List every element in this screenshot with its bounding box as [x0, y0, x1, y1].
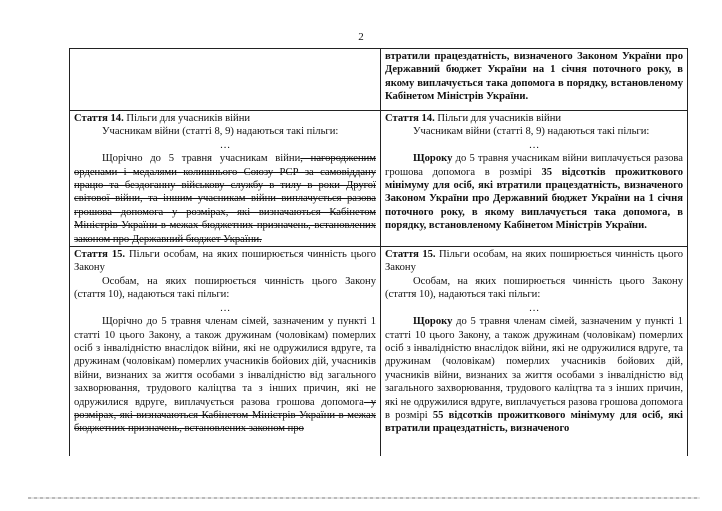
art14-right-title: Стаття 14. Пільги для учасників війни [385, 113, 562, 124]
added-text: 55 відсотків прожиткового мінімуму для осіб, які втратили працездатність, визначеного [385, 409, 683, 435]
art15-current-cell [70, 247, 381, 457]
art14-left-title: Стаття 14. Пільги для учасників війни [74, 113, 251, 124]
art15-left-title: Стаття 15. Пільги особам, на яких поширюється чинність цього Закону [74, 249, 376, 274]
added-text: 35 відсотків прожиткового мінімуму для осіб, які втратили працездатність, визначеного Законом України про Державний бюджет України на 1 січня поточного року, в якому виплачується така допомога, в порядку, встановленому Кабінетом Міністрів України. [385, 166, 683, 232]
page-number: 2 [358, 31, 364, 43]
art15-left-paragraph: Щорічно до 5 травня членам сімей, зазначеним у пункті 1 статті 10 цього Закону, а також дружинам (чоловікам) померлих осіб з інвалідністю внаслідок війни, які не одружилися вдруге, та дружинам (чоловікам) померлих учасників бойових дій, учасників війни, визнаних за життя особами з інвалідністю від загального захворювання, трудового каліцтва та з інших причин, які не одружилися вдруге, виплачується разова грошова допомога у розмірах, які визначаються Кабінетом Міністрів України в межах бюджетних призначень, встановлених законом про [74, 316, 376, 435]
art14-right-paragraph: Щороку до 5 травня учасникам війни виплачується разова грошова допомога в розмірі 35 відсотків прожиткового мінімуму для осіб, які втратили працездатність, визначеного Законом України про Державний бюджет України на 1 січня поточного року, в якому виплачується така допомога, в порядку, встановленому Кабінетом Міністрів України. [385, 153, 683, 232]
art15-right-intro: Особам, на яких поширюється чинність цього Закону (стаття 10), надаються такі пільги: [385, 275, 683, 301]
art14-left-ellipsis: … [219, 139, 231, 151]
table-row [70, 49, 688, 111]
art14-proposed-cell [381, 111, 688, 247]
scan-artifact-line [28, 497, 700, 499]
art15-proposed-cell [381, 247, 688, 457]
art15-right-ellipsis: … [528, 302, 540, 314]
right-cell-continuation [381, 49, 688, 111]
art14-left-paragraph: Щорічно до 5 травня учасникам війни, нагородженим орденами і медалями колишнього Союзу РСР за самовіддану працю та бездоганну військову службу в тилу в роки Другої світової війни, та іншим учасникам війни виплачується разова грошова допомога у розмірах, які визначаються Кабінетом Міністрів України в межах бюджетних призначень, встановлених законом про Державний бюджет України. [74, 153, 376, 245]
table-row [70, 247, 688, 457]
deleted-text: , нагородженим орденами і медалями колишнього Союзу РСР за самовіддану працю та бездоганну військову службу в тилу в роки Другої світової війни, та іншим учасникам війни виплачується разова грошова допомога у розмірах, які визначаються Кабінетом Міністрів України в межах бюджетних призначень, встановлених законом про Державний бюджет України. [74, 153, 376, 245]
art15-left-ellipsis: … [219, 302, 231, 314]
comparison-table [69, 48, 688, 456]
art14-right-ellipsis: … [528, 139, 540, 151]
continuation-text: втратили працездатність, визначеного Законом України про Державний бюджет України на 1 січня поточного року, в якому виплачується така допомога в порядку, встановленому Кабінетом Міністрів України. [385, 51, 683, 103]
left-cell-empty [70, 49, 381, 111]
art15-left-intro: Особам, на яких поширюється чинність цього Закону (стаття 10), надаються такі пільги: [74, 275, 376, 301]
table-row [70, 111, 688, 247]
art14-current-cell [70, 111, 381, 247]
deleted-text: у розмірах, які визначаються Кабінетом Міністрів України в межах бюджетних призначень, встановлених законом про [74, 396, 376, 435]
art15-right-title: Стаття 15. Пільги особам, на яких поширюється чинність цього Закону [385, 249, 683, 274]
art15-right-paragraph: Щороку до 5 травня членам сімей, зазначеним у пункті 1 статті 10 цього Закону, а також дружинам (чоловікам) померлих осіб з інвалідністю внаслідок війни, які не одружилися вдруге, та дружинам (чоловікам) померлих учасників бойових дій, учасників війни, визнаних за життя особами з інвалідністю від загального захворювання, трудового каліцтва та з інших причин, які не одружилися вдруге, виплачується разова грошова допомога в розмірі 55 відсотків прожиткового мінімуму для осіб, які втратили працездатність, визначеного [385, 316, 683, 435]
art14-left-intro: Учасникам війни (статті 8, 9) надаються такі пільги: [102, 126, 339, 138]
art14-right-intro: Учасникам війни (статті 8, 9) надаються такі пільги: [413, 126, 650, 138]
